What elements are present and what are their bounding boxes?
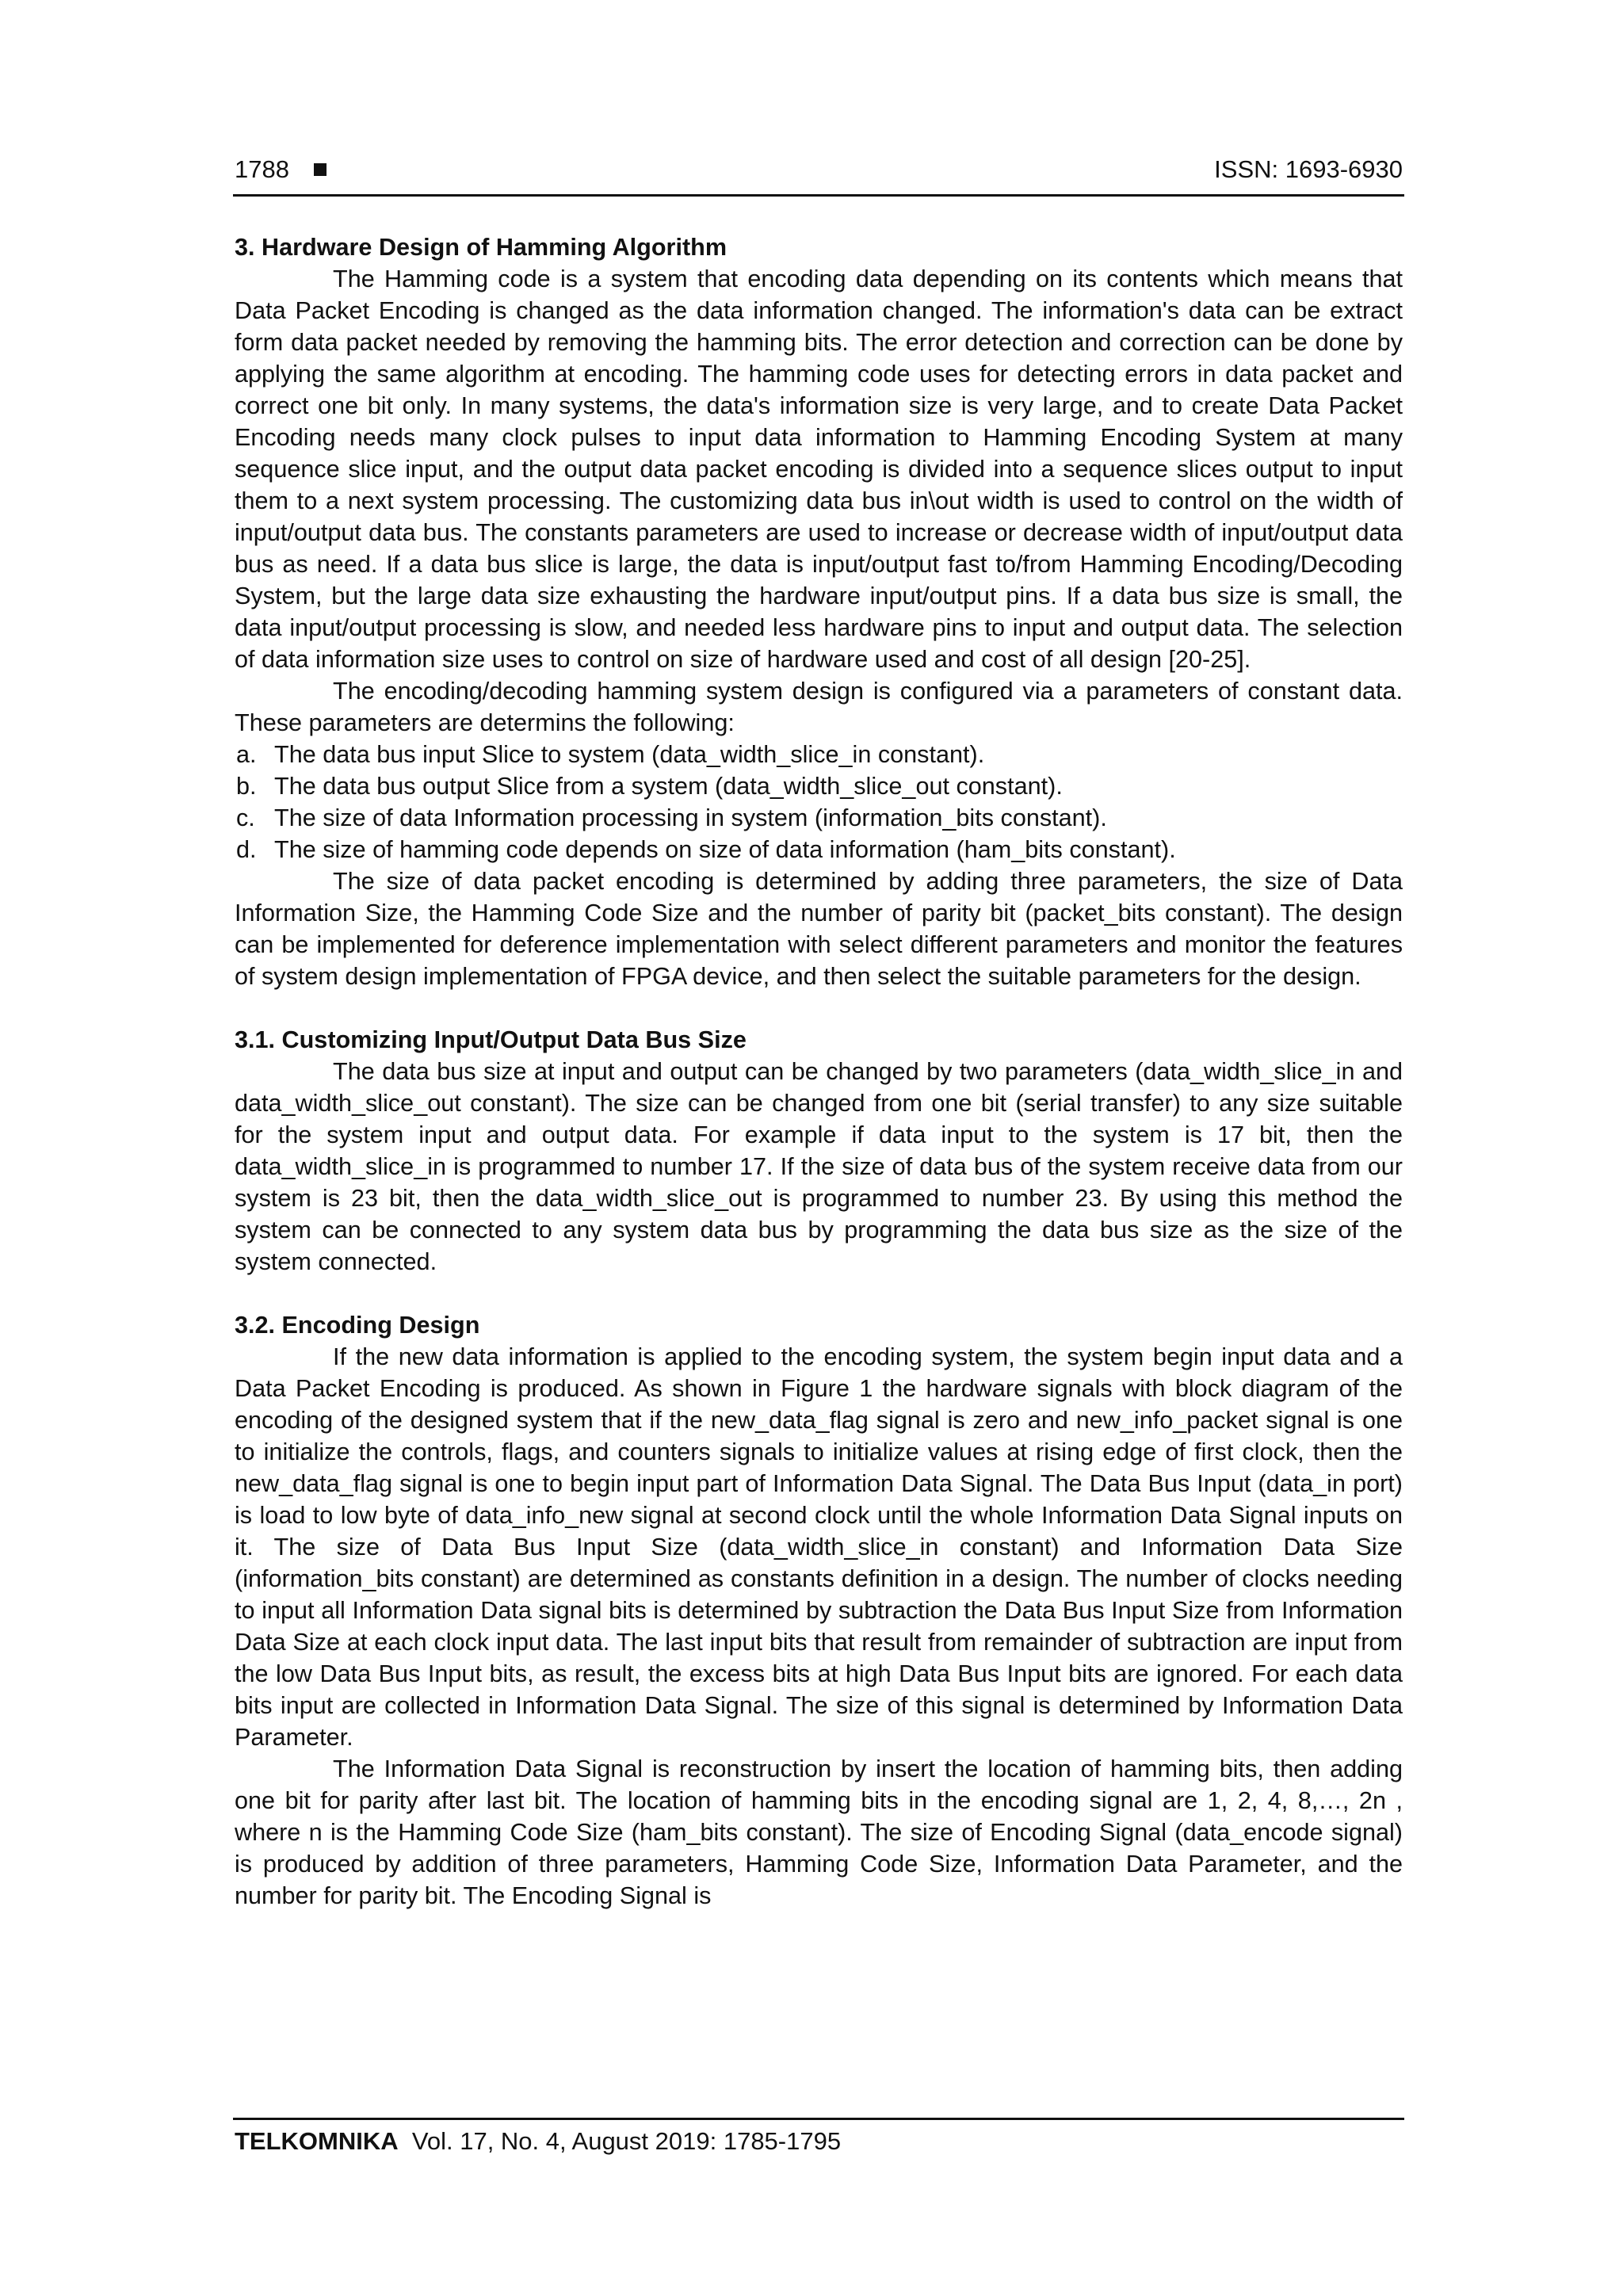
section-spacer — [235, 1278, 1403, 1309]
list-item — [235, 770, 1403, 802]
list-item-text: The size of hamming code depends on size of data information (ham_bits constant). — [274, 836, 1176, 863]
list-marker: c. — [236, 804, 255, 831]
list-item-text: The data bus input Slice to system (data_width_slice_in constant). — [274, 741, 985, 768]
section-3-2-heading: 3.2. Encoding Design — [235, 1312, 480, 1339]
section-3-2-paragraph-1: If the new data information is applied to the encoding system, the system begin input data and a Data Packet Encoding is produced. As shown in Figure 1 the hardware signals with block diagram of the encoding of the designed system that if the new_data_flag signal is zero and new_info_packet signal is one to initialize the controls, flags, and counters signals to initialize values at rising edge of first clock, then the new_data_flag signal is one to begin input part of Information Data Signal. The Data Bus Input (data_in port) is load to low byte of data_info_new signal at second clock until the whole Information Data Signal inputs on it. The size of Data Bus Input Size (data_width_slice_in constant) and Information Data Size (information_bits constant) are determined as constants definition in a design. The number of clocks needing to input all Information Data signal bits is determined by subtraction the Data Bus Input Size from Information Data Size at each clock input data. The last input bits that result from remainder of subtraction are input from the low Data Bus Input bits, as result, the excess bits at high Data Bus Input bits are ignored. For each data bits input are collected in Information Data Signal. The size of this signal is determined by Information Data Parameter. — [235, 1343, 1403, 1751]
issn-label: ISSN: 1693-6930 — [1214, 155, 1403, 183]
section-3-paragraph-2: The encoding/decoding hamming system design is configured via a parameters of constant data. These parameters are determins the following: — [235, 678, 1403, 736]
list-item-text: The size of data Information processing in system (information_bits constant). — [274, 804, 1107, 831]
section-spacer — [235, 992, 1403, 1024]
journal-citation: Vol. 17, No. 4, August 2019: 1785-1795 — [411, 2127, 842, 2155]
footer-rule — [233, 2118, 1404, 2120]
list-marker: b. — [236, 773, 257, 800]
list-item-text: The data bus output Slice from a system (data_width_slice_out constant). — [274, 773, 1063, 800]
header-rule — [233, 194, 1404, 197]
list-item — [235, 834, 1403, 865]
page-number: 1788 — [235, 155, 289, 183]
parameter-list — [235, 739, 1403, 865]
list-item — [235, 802, 1403, 834]
list-marker: d. — [236, 836, 257, 863]
list-item — [235, 739, 1403, 770]
list-marker: a. — [236, 741, 257, 768]
section-3-heading: 3. Hardware Design of Hamming Algorithm — [235, 234, 727, 261]
journal-name: TELKOMNIKA — [235, 2127, 399, 2155]
section-3-paragraph-3: The size of data packet encoding is determined by adding three parameters, the size of Data Information Size, the Hamming Code Size and the number of parity bit (packet_bits constant). The design can be implemented for deference implementation with select different parameters and monitor the features of system design implementation of FPGA device, and then select the suitable parameters for the design. — [235, 868, 1403, 990]
article-body — [235, 231, 1403, 1912]
section-3-paragraph-1: The Hamming code is a system that encoding data depending on its contents which means that Data Packet Encoding is changed as the data information changed. The information's data can be extract form data packet needed by removing the hamming bits. The error detection and correction can be done by applying the same algorithm at encoding. The hamming code uses for detecting errors in data packet and correct one bit only. In many systems, the data's information size is very large, and to create Data Packet Encoding needs many clock pulses to input data information to Hamming Encoding System at many sequence slice input, and the output data packet encoding is divided into a sequence slices output to input them to a next system processing. The customizing data bus in\out width is used to control on the width of input/output data bus. The constants parameters are used to increase or decrease width of input/output data bus as need. If a data bus slice is large, the data is input/output fast to/from Hamming Encoding/Decoding System, but the large data size exhausting the hardware input/output pins. If a data bus size is small, the data input/output processing is slow, and needed less hardware pins to input and output data. The selection of data information size uses to control on size of hardware used and cost of all design [20-25]. — [235, 266, 1403, 673]
section-3-2-paragraph-2: The Information Data Signal is reconstruction by insert the location of hamming bits, then adding one bit for parity after last bit. The location of hamming bits in the encoding signal are 1, 2, 4, 8,…, 2n , where n is the Hamming Code Size (ham_bits constant). The size of Encoding Signal (data_encode signal) is produced by addition of three parameters, Hamming Code Size, Information Data Parameter, and the number for parity bit. The Encoding Signal is — [235, 1755, 1403, 1909]
section-3-1-paragraph-1: The data bus size at input and output can be changed by two parameters (data_width_slice_in and data_width_slice_out constant). The size can be changed from one bit (serial transfer) to any size suitable for the system input and output data. For example if data input to the system is 17 bit, then the data_width_slice_in is programmed to number 17. If the size of data bus of the system receive data from our system is 23 bit, then the data_width_slice_out is programmed to number 23. By using this method the system can be connected to any system data bus by programming the data bus size as the size of the system connected. — [235, 1058, 1403, 1275]
square-bullet-icon — [314, 163, 327, 176]
page-footer — [235, 2126, 841, 2157]
section-3-1-heading: 3.1. Customizing Input/Output Data Bus Size — [235, 1026, 747, 1053]
